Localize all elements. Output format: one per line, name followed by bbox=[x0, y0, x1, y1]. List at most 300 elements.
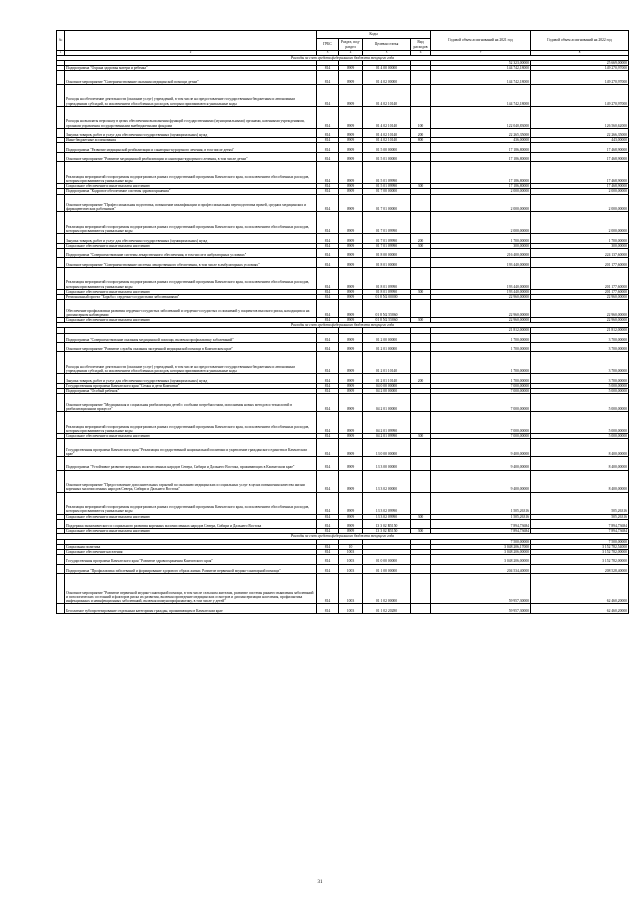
row-sum-2022: 5 000,00000 bbox=[531, 388, 629, 393]
row-csr: 01 4 02 10140 bbox=[363, 84, 411, 106]
row-grbs: 814 bbox=[317, 267, 339, 289]
row-sum-2021: 7 000,00000 bbox=[431, 411, 531, 433]
row-vr: 200 bbox=[411, 374, 431, 383]
row-number-cell bbox=[57, 212, 65, 234]
row-sum-2022: 300,00000 bbox=[531, 243, 629, 248]
row-razdel: 0909 bbox=[339, 456, 363, 470]
row-csr: 01 7 01 09990 bbox=[363, 243, 411, 248]
row-razdel: 0909 bbox=[339, 411, 363, 433]
row-csr: 01 8 N2 55860 bbox=[363, 300, 411, 318]
row-grbs: 814 bbox=[317, 294, 339, 299]
table-row bbox=[57, 333, 629, 342]
row-sum-2021: 59 957,30000 bbox=[431, 604, 531, 613]
row-csr: 04 2 01 09990 bbox=[363, 411, 411, 433]
row-razdel: 10 bbox=[339, 544, 363, 549]
row-razdel: 0909 bbox=[339, 514, 363, 519]
row-vr: 100 bbox=[411, 106, 431, 128]
row-sum-2022: 201 177,60000 bbox=[531, 267, 629, 289]
row-number-cell bbox=[57, 300, 65, 318]
row-grbs: 814 bbox=[317, 342, 339, 351]
row-razdel: 0909 bbox=[339, 294, 363, 299]
row-grbs: 814 bbox=[317, 549, 339, 554]
row-grbs: 814 bbox=[317, 352, 339, 374]
table-row bbox=[57, 374, 629, 383]
row-vr bbox=[411, 573, 431, 603]
row-sum-2021: 52 323,00000 bbox=[431, 60, 531, 65]
row-sum-2022: 505,26316 bbox=[531, 492, 629, 514]
row-vr bbox=[411, 152, 431, 161]
column-index: 6 bbox=[411, 51, 431, 56]
row-grbs: 814 bbox=[317, 514, 339, 519]
row-grbs: 814 bbox=[317, 388, 339, 393]
row-razdel: 0909 bbox=[339, 138, 363, 143]
row-sum-2021: 1 700,00000 bbox=[431, 333, 531, 342]
row-grbs: 814 bbox=[317, 71, 339, 85]
row-name: Реализация мероприятий госпрограммы подпрограммы в рамках государственной программы Камчатского края, за исключением обособленных расходов, которым присваиваются уникальные коды bbox=[65, 492, 317, 514]
row-grbs: 814 bbox=[317, 138, 339, 143]
column-index: 8 bbox=[531, 51, 629, 56]
row-vr: 200 bbox=[411, 128, 431, 137]
row-grbs: 814 bbox=[317, 66, 339, 71]
row-sum-2022: 126 560,62000 bbox=[531, 106, 629, 128]
row-csr: 01 4 02 10140 bbox=[363, 106, 411, 128]
row-name: Закупка товаров, работ и услуг для обеспечения государственных (муниципальных) нужд bbox=[65, 234, 317, 243]
row-grbs: 814 bbox=[317, 84, 339, 106]
row-csr: 04 2 01 00000 bbox=[363, 394, 411, 412]
row-vr bbox=[411, 212, 431, 234]
row-razdel: 1003 bbox=[339, 573, 363, 603]
row-grbs: 814 bbox=[317, 234, 339, 243]
row-name: Основное мероприятие "Совершенствование системы лекарственного обеспечения, в том числе в амбулаторных условиях" bbox=[65, 258, 317, 267]
row-sum-2021: 1 700,00000 bbox=[431, 374, 531, 383]
row-razdel: 0909 bbox=[339, 248, 363, 257]
row-csr: 01 8 01 09990 bbox=[363, 267, 411, 289]
row-razdel: 0909 bbox=[339, 289, 363, 294]
row-sum-2021: 3 048 206,00000 bbox=[431, 555, 531, 564]
row-grbs: 814 bbox=[317, 492, 339, 514]
section-title: Расходы за счет средств федерального бюджета текущего года bbox=[57, 55, 629, 60]
row-name: Основное мероприятие "Совершенствование оказания медицинской помощи детям" bbox=[65, 71, 317, 85]
row-razdel: 0909 bbox=[339, 317, 363, 322]
row-csr: 01 4 02 10140 bbox=[363, 128, 411, 137]
row-number-cell bbox=[57, 248, 65, 257]
row-grbs: 814 bbox=[317, 189, 339, 194]
row-sum-2022: 5 000,00000 bbox=[531, 411, 629, 433]
header-codes: Коды bbox=[317, 31, 431, 39]
row-sum-2021: 2 000,00000 bbox=[431, 194, 531, 212]
row-name: Основное мероприятие "Развитие службы оказания экстренной медицинской помощи в Камчатском крае" bbox=[65, 342, 317, 351]
row-csr: 01 4 02 10140 bbox=[363, 138, 411, 143]
row-grbs: 814 bbox=[317, 243, 339, 248]
row-razdel: 0909 bbox=[339, 71, 363, 85]
row-vr: 300 bbox=[411, 289, 431, 294]
row-sum-2021: 17 186,80000 bbox=[431, 143, 531, 152]
row-sum-2021: 3 048 206,17000 bbox=[431, 544, 531, 549]
row-sum-2022: 5 000,00000 bbox=[531, 394, 629, 412]
row-sum-2021: 1 505,26316 bbox=[431, 492, 531, 514]
row-name: Подпрограмма "Профилактика заболеваний и формирование здорового образа жизни. Развитие первичной медико-санитарной помощи" bbox=[65, 564, 317, 573]
row-name: Иные бюджетные ассигнования bbox=[65, 138, 317, 143]
row-razdel: 1003 bbox=[339, 549, 363, 554]
row-grbs: 814 bbox=[317, 128, 339, 137]
row-name: Основное мероприятие "Медицинская и социальная реабилитация детей с особыми потребностями, исполнения новых методов и технологий в реабилитационном процессе" bbox=[65, 394, 317, 412]
row-csr: 13 3 02 09990 bbox=[363, 492, 411, 514]
row-vr: 800 bbox=[411, 138, 431, 143]
row-name: Подпрограмма "Охрана здоровья матери и ребенка" bbox=[65, 66, 317, 71]
row-name: Региональный проект "Борьба с сердечно-сосудистыми заболеваниями" bbox=[65, 294, 317, 299]
row-grbs: 814 bbox=[317, 289, 339, 294]
row-sum-2021: 144 742,18000 bbox=[431, 84, 531, 106]
row-sum-2022: 3 152 782,54000 bbox=[531, 544, 629, 549]
table-row bbox=[57, 470, 629, 492]
row-name: Социальное обеспечение населения bbox=[65, 549, 317, 554]
row-number-cell bbox=[57, 152, 65, 161]
header-vr: Вид расходов bbox=[411, 39, 431, 51]
page-number: 31 bbox=[317, 880, 323, 885]
row-sum-2022: 3 700,00000 bbox=[531, 374, 629, 383]
row-vr bbox=[411, 555, 431, 564]
row-csr: 01 8 01 00000 bbox=[363, 258, 411, 267]
row-sum-2021: 122 040,83000 bbox=[431, 106, 531, 128]
row-razdel: 0909 bbox=[339, 234, 363, 243]
row-sum-2022: 17 468,90000 bbox=[531, 162, 629, 184]
row-csr: 01 8 00 00000 bbox=[363, 248, 411, 257]
row-csr: 01 5 00 00000 bbox=[363, 143, 411, 152]
table-row bbox=[57, 234, 629, 243]
row-vr bbox=[411, 342, 431, 351]
table-row bbox=[57, 352, 629, 374]
row-csr: 01 7 01 09990 bbox=[363, 234, 411, 243]
row-razdel: 0909 bbox=[339, 84, 363, 106]
row-number-cell bbox=[57, 519, 65, 528]
row-csr: 01 8 N2 55860 bbox=[363, 317, 411, 322]
row-vr bbox=[411, 162, 431, 184]
row-name: Социальная политика bbox=[65, 544, 317, 549]
row-csr: 01 1 00 00000 bbox=[363, 564, 411, 573]
row-number-cell bbox=[57, 456, 65, 470]
row-csr: 01 5 01 00000 bbox=[363, 152, 411, 161]
row-razdel: 0909 bbox=[339, 383, 363, 388]
table-row bbox=[57, 152, 629, 161]
row-vr: 300 bbox=[411, 184, 431, 189]
row-sum-2021: 144 742,18000 bbox=[431, 66, 531, 71]
table-header bbox=[57, 31, 629, 56]
row-sum-2021: 22 960,00000 bbox=[431, 294, 531, 299]
row-csr: 01 5 01 09990 bbox=[363, 162, 411, 184]
row-name: Государственная программа Камчатского края "Реализация государственной национальной политики и укрепление гражданского единства в Камчатском крае" bbox=[65, 439, 317, 457]
row-razdel: 0909 bbox=[339, 439, 363, 457]
row-vr bbox=[411, 143, 431, 152]
row-sum-2022: 8 400,00000 bbox=[531, 470, 629, 492]
row-vr: 300 bbox=[411, 529, 431, 534]
column-index: 3 bbox=[317, 51, 339, 56]
row-sum-2021: 193 440,00000 bbox=[431, 289, 531, 294]
row-name: Подпрограмма "Развитие медицинской реабилитации и санаторно-курортного лечения, в том числе детям" bbox=[65, 143, 317, 152]
row-name: Реализация мероприятий госпрограммы подпрограммы в рамках государственной программы Камчатского края, за исключением обособленных расходов, которым присваиваются уникальные коды bbox=[65, 411, 317, 433]
row-grbs: 814 bbox=[317, 258, 339, 267]
row-grbs: 814 bbox=[317, 564, 339, 573]
row-sum-2021: 144 742,18000 bbox=[431, 71, 531, 85]
row-csr: 01 7 01 09990 bbox=[363, 212, 411, 234]
row-vr bbox=[411, 84, 431, 106]
row-grbs: 814 bbox=[317, 573, 339, 603]
row-sum-2022: 149 270,97000 bbox=[531, 84, 629, 106]
row-number-cell bbox=[57, 439, 65, 457]
row-vr bbox=[411, 258, 431, 267]
row-sum-2021: 21 812,00000 bbox=[431, 328, 531, 333]
row-csr: 01 2 01 10140 bbox=[363, 374, 411, 383]
row-name: Реализация мероприятий госпрограммы подпрограммы в рамках государственной программы Камчатского края, за исключением обособленных расходов, которым присваиваются уникальные коды bbox=[65, 212, 317, 234]
row-grbs: 814 bbox=[317, 439, 339, 457]
row-sum-2022: 2 000,00000 bbox=[531, 212, 629, 234]
header-csr: Целевая статья bbox=[363, 39, 411, 51]
row-name: Реализация мероприятий госпрограммы подпрограммы в рамках государственной программы Камчатского края, за исключением обособленных расходов, которым присваиваются уникальные коды bbox=[65, 162, 317, 184]
row-razdel: 0909 bbox=[339, 374, 363, 383]
row-sum-2021: 22 960,00000 bbox=[431, 317, 531, 322]
row-vr bbox=[411, 267, 431, 289]
row-sum-2021: 7 000,00000 bbox=[431, 433, 531, 438]
row-grbs: 814 bbox=[317, 143, 339, 152]
row-razdel: 0909 bbox=[339, 128, 363, 137]
row-grbs: 814 bbox=[317, 184, 339, 189]
row-sum-2021: 7 894,73684 bbox=[431, 519, 531, 528]
row-grbs: 814 bbox=[317, 212, 339, 234]
row-name: Расходы на выплаты персоналу в целях обеспечения выполнения функций государственными (муниципальными) органами, казенными учреждениями, органами управления государственными внебюджетными фондами bbox=[65, 106, 317, 128]
row-sum-2022: 7 894,73684 bbox=[531, 529, 629, 534]
row-vr: 300 bbox=[411, 433, 431, 438]
row-sum-2022: 22 960,00000 bbox=[531, 294, 629, 299]
row-razdel: 0909 bbox=[339, 152, 363, 161]
table-row bbox=[57, 564, 629, 573]
row-grbs: 814 bbox=[317, 300, 339, 318]
row-sum-2022: 149 270,97000 bbox=[531, 71, 629, 85]
row-sum-2021: 7 500,00000 bbox=[431, 539, 531, 544]
row-sum-2022: 443,00000 bbox=[531, 138, 629, 143]
row-sum-2021: 9 400,00000 bbox=[431, 456, 531, 470]
row-sum-2022: 201 177,60000 bbox=[531, 289, 629, 294]
row-sum-2022: 149 270,97000 bbox=[531, 66, 629, 71]
row-vr bbox=[411, 394, 431, 412]
row-sum-2021: 7 000,00000 bbox=[431, 383, 531, 388]
row-name: Поддержка экономического и социального развития коренных малочисленных народов Севера, Сибири и Дальнего Востока bbox=[65, 519, 317, 528]
row-name: Подпрограмма "Совершенствование системы лекарственного обеспечения, в том числе в амбулаторных условиях" bbox=[65, 248, 317, 257]
row-razdel: 0909 bbox=[339, 492, 363, 514]
row-sum-2021: 193 440,00000 bbox=[431, 258, 531, 267]
row-sum-2022: 8 400,00000 bbox=[531, 439, 629, 457]
section-title: Расходы за счет средств федерального бюджета текущего года bbox=[57, 323, 629, 328]
row-sum-2021: 22 960,00000 bbox=[431, 300, 531, 318]
row-sum-2021: 1 700,00000 bbox=[431, 234, 531, 243]
row-vr bbox=[411, 604, 431, 613]
row-sum-2022: 224 137,60000 bbox=[531, 248, 629, 257]
row-sum-2021: 216 400,00000 bbox=[431, 248, 531, 257]
header-no: № bbox=[57, 31, 65, 51]
row-razdel: 0909 bbox=[339, 352, 363, 374]
row-grbs: 814 bbox=[317, 248, 339, 257]
table-row bbox=[57, 342, 629, 351]
row-sum-2022: 3 700,00000 bbox=[531, 342, 629, 351]
row-sum-2022: 25 669,00000 bbox=[531, 60, 629, 65]
row-razdel: 0909 bbox=[339, 394, 363, 412]
row-razdel: 0909 bbox=[339, 106, 363, 128]
row-csr: 04 2 00 00000 bbox=[363, 388, 411, 393]
table-row bbox=[57, 106, 629, 128]
column-index: 2 bbox=[65, 51, 317, 56]
table-row bbox=[57, 555, 629, 564]
row-grbs: 814 bbox=[317, 604, 339, 613]
row-sum-2021: 17 186,80000 bbox=[431, 152, 531, 161]
row-sum-2021: 59 957,30000 bbox=[431, 573, 531, 603]
table-row bbox=[57, 162, 629, 184]
row-sum-2021: 2 000,00000 bbox=[431, 189, 531, 194]
row-number-cell bbox=[57, 128, 65, 137]
row-sum-2021: 17 186,80000 bbox=[431, 184, 531, 189]
row-grbs: 814 bbox=[317, 317, 339, 322]
row-sum-2022: 1 700,00000 bbox=[531, 234, 629, 243]
row-name: Государственная программа Камчатского края "Развитие здравоохранения Камчатского края" bbox=[65, 555, 317, 564]
column-index: 5 bbox=[363, 51, 411, 56]
row-sum-2021: 436,00000 bbox=[431, 138, 531, 143]
table-row bbox=[57, 248, 629, 257]
row-razdel: 0909 bbox=[339, 194, 363, 212]
row-name: Социальное обеспечение и иные выплаты населению bbox=[65, 514, 317, 519]
row-vr bbox=[411, 439, 431, 457]
row-csr: 04 2 01 09990 bbox=[363, 433, 411, 438]
table-body bbox=[57, 55, 629, 613]
row-name: Социальное обеспечение и иные выплаты населению bbox=[65, 317, 317, 322]
row-sum-2022: 208 528,40000 bbox=[531, 564, 629, 573]
row-csr: 01 0 00 00000 bbox=[363, 555, 411, 564]
row-vr bbox=[411, 411, 431, 433]
row-name: Подпрограмма "Совершенствование оказания медицинской помощи, включая профилактику заболеваний" bbox=[65, 333, 317, 342]
row-number-cell bbox=[57, 411, 65, 433]
row-number-cell bbox=[57, 492, 65, 514]
row-sum-2022: 17 468,90000 bbox=[531, 143, 629, 152]
table-row bbox=[57, 573, 629, 603]
row-number-cell bbox=[57, 470, 65, 492]
table-row bbox=[57, 128, 629, 137]
row-vr bbox=[411, 470, 431, 492]
row-sum-2021: 3 048 206,00000 bbox=[431, 549, 531, 554]
row-razdel: 0909 bbox=[339, 66, 363, 71]
row-vr bbox=[411, 300, 431, 318]
row-razdel: 0909 bbox=[339, 300, 363, 318]
row-sum-2022: 62 460,20000 bbox=[531, 573, 629, 603]
row-grbs: 814 bbox=[317, 433, 339, 438]
row-vr bbox=[411, 194, 431, 212]
row-grbs: 814 bbox=[317, 383, 339, 388]
row-csr: 01 2 01 00000 bbox=[363, 342, 411, 351]
column-index: 1 bbox=[57, 51, 65, 56]
row-number-cell bbox=[57, 71, 65, 85]
row-csr: 01 5 01 09990 bbox=[363, 184, 411, 189]
row-csr: 13 3 02 00000 bbox=[363, 470, 411, 492]
row-razdel: 1003 bbox=[339, 555, 363, 564]
row-sum-2022: 22 960,00000 bbox=[531, 300, 629, 318]
row-name: Основное мероприятие "Предоставление дополнительных гарантий по оказанию медицинских и социальных услуг в целях повышения качества жизни коренных малочисленных народов Севера, Сибири и Дальнего Востока" bbox=[65, 470, 317, 492]
row-csr: 13 3 02 R5150 bbox=[363, 519, 411, 528]
row-sum-2022: 22 266,35000 bbox=[531, 128, 629, 137]
row-sum-2022: 3 700,00000 bbox=[531, 352, 629, 374]
row-vr: 300 bbox=[411, 243, 431, 248]
row-name: Государственная программа Камчатского края "Семья и дети Камчатки" bbox=[65, 383, 317, 388]
row-razdel: 0909 bbox=[339, 388, 363, 393]
row-vr: 300 bbox=[411, 514, 431, 519]
row-name: Социальное обеспечение и иные выплаты населению bbox=[65, 184, 317, 189]
row-razdel: 0909 bbox=[339, 529, 363, 534]
row-grbs: 814 bbox=[317, 374, 339, 383]
row-number-cell bbox=[57, 555, 65, 564]
row-razdel: 0909 bbox=[339, 184, 363, 189]
row-csr: 01 8 N2 00000 bbox=[363, 294, 411, 299]
row-number-cell bbox=[57, 564, 65, 573]
row-grbs: 814 bbox=[317, 555, 339, 564]
row-csr: 01 7 00 00000 bbox=[363, 189, 411, 194]
table-row bbox=[57, 267, 629, 289]
row-number-cell bbox=[57, 106, 65, 128]
column-index: 7 bbox=[431, 51, 531, 56]
row-grbs: 814 bbox=[317, 456, 339, 470]
row-sum-2021: 1 700,00000 bbox=[431, 342, 531, 351]
row-number-cell bbox=[57, 194, 65, 212]
row-sum-2022: 5 000,00000 bbox=[531, 383, 629, 388]
row-name: Расходы на обеспечение деятельности (оказание услуг) учреждений, в том числе на предоставление государственным бюджетным и автономным учреждениям субсидий, за исключением обособленных расходов, которым присваиваются уникальные коды bbox=[65, 84, 317, 106]
row-vr bbox=[411, 248, 431, 257]
row-razdel: 1003 bbox=[339, 604, 363, 613]
row-sum-2022: 7 500,00000 bbox=[531, 539, 629, 544]
header-grbs: ГРБС bbox=[317, 39, 339, 51]
row-sum-2021: 17 186,80000 bbox=[431, 162, 531, 184]
row-razdel: 0909 bbox=[339, 433, 363, 438]
row-sum-2021: 1 700,00000 bbox=[431, 352, 531, 374]
row-vr bbox=[411, 519, 431, 528]
row-razdel: 0909 bbox=[339, 212, 363, 234]
row-csr: 13 3 02 09990 bbox=[363, 514, 411, 519]
row-sum-2022: 5 000,00000 bbox=[531, 433, 629, 438]
row-razdel: 0909 bbox=[339, 243, 363, 248]
row-number-cell bbox=[57, 143, 65, 152]
row-name: Подпрограмма "Кадровое обеспечение системы здравоохранения" bbox=[65, 189, 317, 194]
row-csr: 01 1 02 00000 bbox=[363, 573, 411, 603]
row-vr bbox=[411, 333, 431, 342]
table-row bbox=[57, 492, 629, 514]
row-razdel: 0909 bbox=[339, 333, 363, 342]
row-name: Социальное обеспечение и иные выплаты населению bbox=[65, 433, 317, 438]
row-sum-2021: 9 400,00000 bbox=[431, 439, 531, 457]
row-sum-2022: 3 152 782,00000 bbox=[531, 549, 629, 554]
row-number-cell bbox=[57, 342, 65, 351]
header-name bbox=[65, 31, 317, 51]
budget-table bbox=[56, 30, 629, 614]
row-sum-2021: 1 505,26316 bbox=[431, 514, 531, 519]
row-name: Расходы на обеспечение деятельности (оказание услуг) учреждений, в том числе на предоставление государственным бюджетным и автономным учреждениям субсидий, за исключением обособленных расходов, которым присваиваются уникальные коды bbox=[65, 352, 317, 374]
row-grbs: 814 bbox=[317, 333, 339, 342]
header-sum-2022: Годовой объем ассигнований на 2022 год bbox=[531, 31, 629, 51]
table-row bbox=[57, 394, 629, 412]
row-csr: 13 0 00 00000 bbox=[363, 439, 411, 457]
row-razdel: 0909 bbox=[339, 143, 363, 152]
row-sum-2021: 300,00000 bbox=[431, 243, 531, 248]
row-csr: 13 3 02 R5150 bbox=[363, 529, 411, 534]
row-sum-2022: 22 960,00000 bbox=[531, 317, 629, 322]
table-row bbox=[57, 456, 629, 470]
row-razdel: 0909 bbox=[339, 162, 363, 184]
row-razdel: 0909 bbox=[339, 189, 363, 194]
row-sum-2021: 2 000,00000 bbox=[431, 212, 531, 234]
table-row bbox=[57, 411, 629, 433]
row-csr: 01 1 02 20280 bbox=[363, 604, 411, 613]
row-sum-2022: 201 177,60000 bbox=[531, 258, 629, 267]
